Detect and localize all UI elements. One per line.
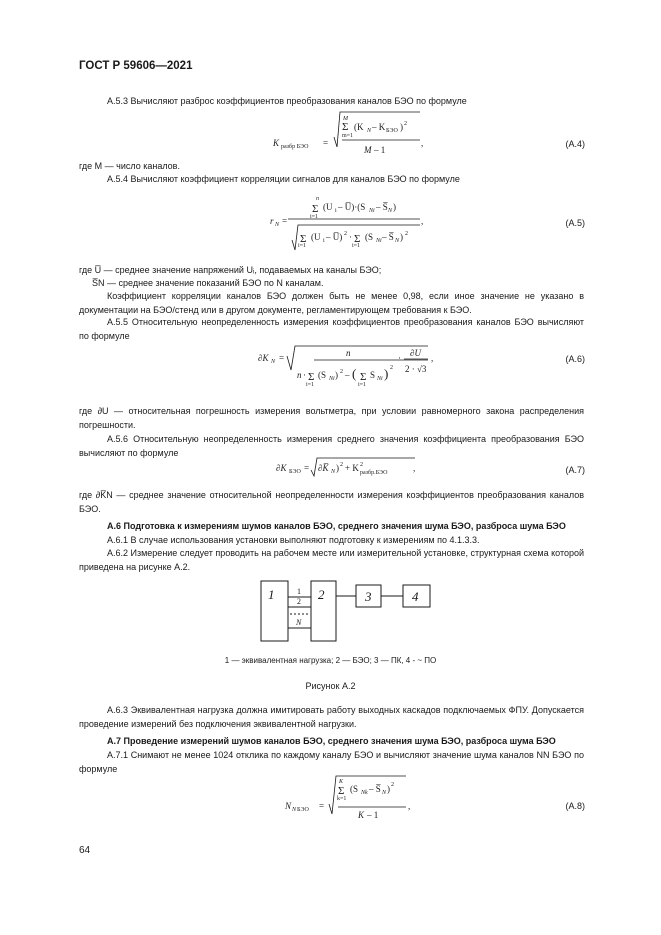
paragraph-a71: А.7.1 Снимают не менее 1024 отклика по каждому каналу БЭО и вычисляют значение шума каналов NN БЭО по формуле [79, 750, 584, 774]
svg-text:Σ: Σ [354, 233, 361, 245]
svg-text:Ni: Ni [369, 208, 375, 214]
svg-text:2: 2 [404, 121, 407, 127]
svg-text:): ) [400, 122, 403, 132]
svg-text:(S: (S [318, 370, 327, 380]
block-2-label: 2 [318, 587, 325, 602]
where-s: S̅N — среднее значение показаний БЭО по N каналам. [92, 278, 324, 288]
svg-text:N: N [275, 222, 280, 228]
equation-number-a5: (А.5) [565, 218, 585, 228]
equation-number-a4: (А.4) [565, 139, 585, 149]
line-2-label: 2 [297, 597, 301, 606]
block-3-label: 3 [365, 589, 372, 604]
svg-text:2: 2 [340, 462, 343, 468]
where-du: где ∂U — относительная погрешность измерения вольтметра, при условии равномерного закона распределения погрешности. [79, 406, 584, 430]
paragraph-a62: А.6.2 Измерение следует проводить на рабочем месте или измерительной установке, структурная схема которой приведена на рисунке А.2. [79, 548, 585, 572]
equation-number-a6: (А.6) [565, 354, 585, 364]
svg-text:∂K: ∂K [258, 353, 269, 363]
svg-text:=: = [319, 801, 325, 811]
paragraph-a63: А.6.3 Эквивалентная нагрузка должна имитировать работу выходных каскадов подключаемых ФПУ. Допускается проведение измерений без подключения эквивалентной нагрузки. [79, 705, 584, 729]
svg-text:Σ: Σ [312, 203, 319, 215]
svg-text:–: – [345, 370, 350, 380]
svg-text:n: n [316, 196, 319, 202]
svg-text:·: · [349, 232, 352, 242]
svg-text:– 1: – 1 [374, 145, 386, 155]
svg-text:,: , [408, 801, 411, 811]
block-1-label: 1 [268, 587, 275, 602]
svg-text:): ) [335, 370, 338, 380]
svg-text:r: r [270, 216, 274, 226]
paragraph-a54: А.5.4 Вычисляют коэффициент корреляции сигналов для каналов БЭО по формуле [107, 174, 460, 184]
svg-text:Nk: Nk [361, 790, 368, 796]
figure-caption: 1 — эквивалентная нагрузка; 2 — БЭО; 3 — ПК, 4 - ~ ПО [224, 656, 437, 665]
svg-text:N: N [292, 807, 297, 813]
svg-text:(S: (S [350, 784, 359, 794]
svg-text:Ni: Ni [329, 376, 335, 382]
svg-text:– 1: – 1 [367, 810, 379, 820]
svg-text:S: S [370, 370, 376, 380]
svg-text:·: · [398, 353, 401, 363]
block-4-label: 4 [412, 589, 419, 604]
svg-text:– U̅): – U̅) [326, 232, 343, 242]
svg-text:): ) [387, 784, 390, 794]
svg-text:– U̅)·(S: – U̅)·(S [338, 202, 366, 212]
svg-text:i=1: i=1 [298, 243, 307, 249]
svg-text:2 · √3: 2 · √3 [405, 364, 427, 374]
svg-text:Σ: Σ [360, 371, 367, 383]
paragraph-correlation: Коэффициент корреляции каналов БЭО должен быть не менее 0,98, если иное значение не указано в документации на БЭО/стенд или в другом документе, регламентирующем требования к БЭО. [79, 291, 584, 315]
document-header: ГОСТ Р 59606—2021 [79, 60, 193, 72]
paragraph-a53: А.5.3 Вычисляют разброс коэффициентов преобразования каналов БЭО по формуле [107, 96, 467, 106]
svg-text:): ) [400, 232, 403, 242]
paragraph-a55: А.5.5 Относительную неопределенность измерения коэффициентов преобразования каналов БЭО вычисляют по формуле [79, 317, 584, 341]
figure-title: Рисунок А.2 [305, 681, 356, 691]
paragraph-a56: А.5.6 Относительную неопределенность измерения среднего значения коэффициента преобразования БЭО вычисляют по формуле [79, 434, 584, 458]
line-1-label: 1 [297, 587, 301, 596]
svg-text:K: K [273, 138, 280, 148]
svg-text:K: K [358, 810, 365, 820]
svg-text:– S̅: – S̅ [369, 784, 381, 794]
svg-text:2: 2 [344, 231, 347, 237]
equation-number-a8: (А.8) [565, 801, 585, 811]
svg-text:N: N [395, 238, 400, 244]
svg-text:): ) [336, 463, 339, 473]
svg-text:БЭО: БЭО [289, 469, 301, 475]
svg-text:БЭО: БЭО [297, 807, 309, 813]
svg-text:N: N [331, 469, 336, 475]
svg-text:=: = [323, 138, 329, 148]
svg-text:2: 2 [405, 231, 408, 237]
svg-text:M: M [343, 116, 348, 122]
svg-text:+ K: + K [345, 463, 359, 473]
svg-text:,: , [421, 216, 424, 226]
svg-text:(S: (S [365, 232, 374, 242]
svg-text:i=1: i=1 [306, 382, 315, 388]
svg-text:Ni: Ni [376, 238, 382, 244]
svg-text:,: , [431, 353, 434, 363]
svg-text:2: 2 [391, 782, 394, 788]
svg-text:m=1: m=1 [342, 133, 354, 139]
svg-text:2: 2 [390, 365, 393, 371]
svg-text:Σ: Σ [342, 121, 349, 133]
svg-text:): ) [393, 202, 396, 212]
svg-text:i=1: i=1 [310, 214, 319, 220]
svg-text:N: N [388, 208, 393, 214]
svg-text:,: , [413, 463, 416, 473]
svg-text:i: i [323, 238, 325, 244]
svg-text:(: ( [352, 366, 357, 381]
svg-text:N: N [382, 790, 387, 796]
svg-text:(K: (K [354, 122, 364, 132]
svg-text:M: M [364, 145, 372, 155]
svg-text:2: 2 [340, 369, 343, 375]
svg-text:n: n [297, 370, 302, 380]
svg-text:N: N [285, 801, 292, 811]
svg-text:∂K: ∂K [276, 463, 287, 473]
svg-text:N: N [367, 128, 372, 134]
heading-a6: А.6 Подготовка к измерениям шумов каналов БЭО, среднего значения шума БЭО, разброса шума БЭО [107, 521, 566, 531]
page-number: 64 [79, 845, 91, 856]
equation-number-a7: (А.7) [565, 465, 585, 475]
svg-text:Ni: Ni [377, 376, 383, 382]
svg-text:Σ: Σ [338, 785, 345, 797]
svg-text:Σ: Σ [308, 371, 315, 383]
where-u: где U̅ — среднее значение напряжений Uᵢ, подаваемых на каналы БЭО; [79, 265, 382, 275]
line-n-label: N [296, 618, 302, 627]
svg-text:=: = [282, 216, 288, 226]
svg-text:N: N [271, 359, 276, 365]
heading-a7: А.7 Проведение измерений шумов каналов БЭО, среднего значения шума БЭО, разброса шума БЭО [107, 736, 556, 746]
svg-text:Σ: Σ [300, 233, 307, 245]
svg-text:=: = [279, 353, 285, 363]
svg-text:(U: (U [323, 202, 333, 212]
svg-text:разбр БЭО: разбр БЭО [281, 144, 309, 150]
svg-text:,: , [421, 138, 424, 148]
svg-text:∂U: ∂U [410, 348, 421, 358]
svg-text:K: K [339, 779, 344, 785]
svg-text:i: i [335, 208, 337, 214]
svg-text:n: n [346, 348, 351, 358]
svg-text:·: · [303, 370, 306, 380]
paragraph-a61: А.6.1 В случае использования установки выполняют подготовку к измерениям по 4.1.3.3. [107, 535, 480, 545]
svg-text:– K: – K [372, 122, 386, 132]
where-dk: где ∂K̅N — среднее значение относительной неопределенности измерения коэффициентов преобразования каналов БЭО. [79, 490, 584, 514]
svg-text:∂K̅: ∂K̅ [318, 463, 329, 473]
svg-text:– S̅: – S̅ [382, 232, 394, 242]
svg-text:разбр.БЭО: разбр.БЭО [360, 470, 388, 476]
svg-text:i=1: i=1 [352, 243, 361, 249]
where-m: где М — число каналов. [79, 161, 180, 171]
svg-text:2: 2 [360, 462, 363, 468]
svg-text:=: = [304, 463, 310, 473]
svg-text:– S̅: – S̅ [376, 202, 388, 212]
svg-text:БЭО: БЭО [386, 128, 398, 134]
svg-text:(U: (U [311, 232, 321, 242]
svg-text:k=1: k=1 [337, 796, 347, 802]
svg-text:i=1: i=1 [358, 382, 367, 388]
svg-text:): ) [384, 366, 389, 381]
